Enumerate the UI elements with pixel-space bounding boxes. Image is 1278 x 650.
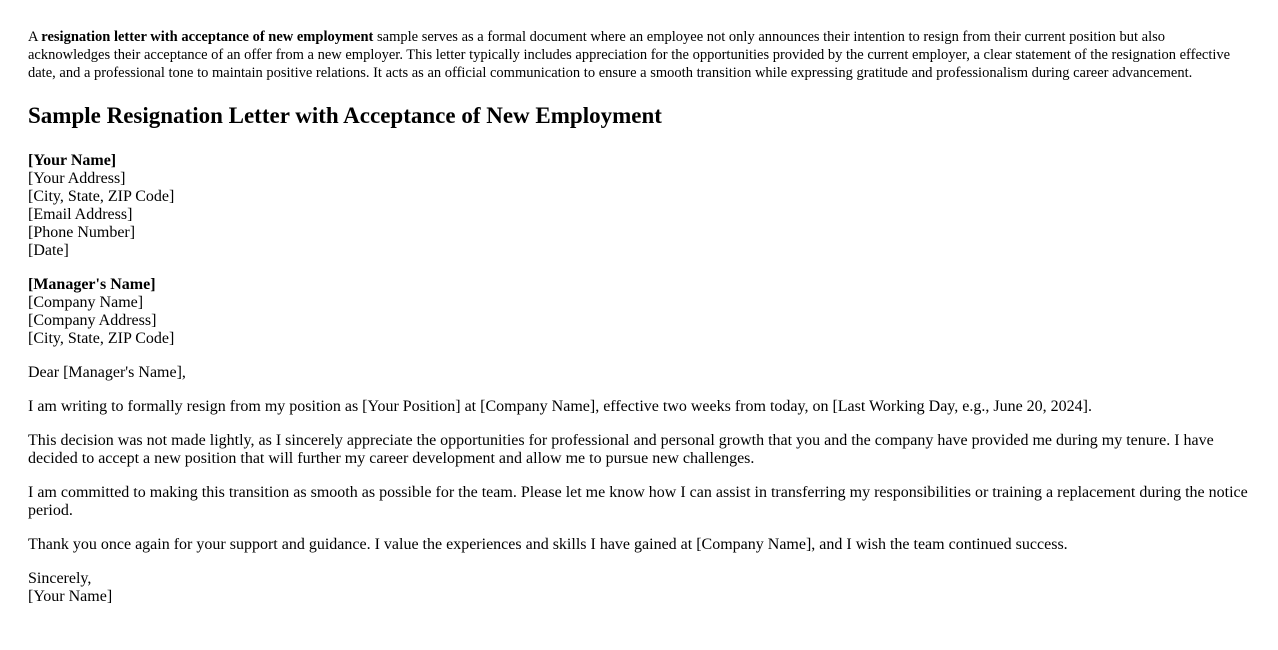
recipient-name: [Manager's Name] bbox=[28, 276, 156, 293]
letter-paragraph: I am writing to formally resign from my position as [Your Position] at [Company Name], effective two weeks from today, on [Last Working Day, e.g., June 20, 2024]. bbox=[28, 398, 1093, 415]
intro-prefix: A bbox=[28, 29, 42, 45]
sender-date: [Date] bbox=[28, 242, 69, 259]
letter-paragraph: This decision was not made lightly, as I sincerely appreciate the opportunities for professional and personal growth that you and the company have provided me during my tenure. I have decided to accept a new position that will further my career development and allow me to pursue new challenges. bbox=[28, 432, 1214, 467]
closing-name: [Your Name] bbox=[28, 588, 113, 605]
sender-name: [Your Name] bbox=[28, 152, 117, 169]
sender-phone: [Phone Number] bbox=[28, 224, 136, 241]
sender-address: [Your Address] bbox=[28, 170, 126, 187]
recipient-company: [Company Name] bbox=[28, 294, 144, 311]
sender-block bbox=[28, 152, 1250, 260]
intro-bold-term: resignation letter with acceptance of new employment bbox=[41, 29, 374, 45]
recipient-address: [Company Address] bbox=[28, 312, 157, 329]
salutation: Dear [Manager's Name], bbox=[28, 364, 186, 381]
sender-email: [Email Address] bbox=[28, 206, 133, 223]
recipient-city: [City, State, ZIP Code] bbox=[28, 330, 175, 347]
closing-block bbox=[28, 570, 1250, 606]
sender-city: [City, State, ZIP Code] bbox=[28, 188, 175, 205]
intro-paragraph bbox=[28, 28, 1250, 82]
letter-paragraph: I am committed to making this transition as smooth as possible for the team. Please let me know how I can assist in transferring my responsibilities or training a replacement during the notice period. bbox=[28, 484, 1248, 519]
page-title: Sample Resignation Letter with Acceptance of New Employment bbox=[28, 103, 662, 128]
recipient-block bbox=[28, 276, 1250, 348]
intro-text: sample serves as a formal document where an employee not only announces their intention to resign from their current position but also acknowledges their acceptance of an offer from a new employer. This letter typically includes appreciation for the opportunities provided by the current employer, a clear statement of the resignation effective date, and a professional tone to maintain positive relations. It acts as an official communication to ensure a smooth transition while expressing gratitude and professionalism during career advancement. bbox=[28, 29, 1231, 81]
letter-paragraph: Thank you once again for your support and guidance. I value the experiences and skills I have gained at [Company Name], and I wish the team continued success. bbox=[28, 536, 1068, 553]
closing-signoff: Sincerely, bbox=[28, 570, 92, 587]
